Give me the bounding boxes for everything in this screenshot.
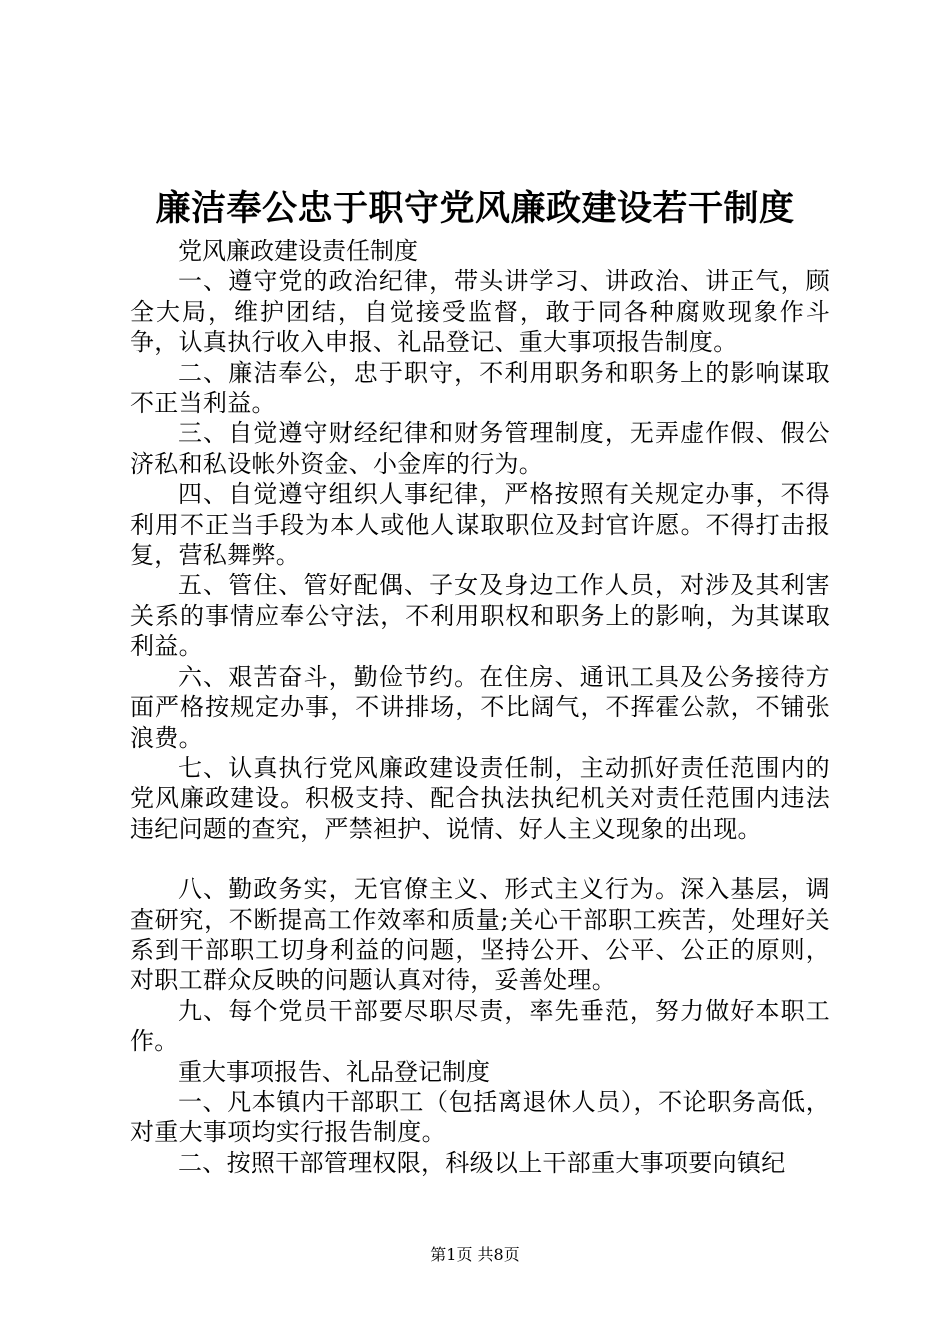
page-number: 第1页 共8页 xyxy=(430,1245,520,1264)
paragraph-rule-7: 七、认真执行党风廉政建设责任制，主动抓好责任范围内的党风廉政建设。积极支持、配合执法执纪机关对责任范围内违法违纪问题的查究，严禁袒护、说情、好人主义现象的出现。 xyxy=(130,753,830,843)
section-heading-responsibility: 党风廉政建设责任制度 xyxy=(178,237,418,265)
paragraph-rule-9: 九、每个党员干部要尽职尽责，率先垂范，努力做好本职工作。 xyxy=(130,996,830,1056)
document-title: 廉洁奉公忠于职守党风廉政建设若干制度 xyxy=(155,188,795,229)
paragraph-rule-1: 一、遵守党的政治纪律，带头讲学习、讲政治、讲正气，顾全大局，维护团结，自觉接受监督，敢于同各种腐败现象作斗争，认真执行收入申报、礼品登记、重大事项报告制度。 xyxy=(130,267,830,357)
paragraph-rule-3: 三、自觉遵守财经纪律和财务管理制度，无弄虚作假、假公济私和私设帐外资金、小金库的行为。 xyxy=(130,419,830,478)
paragraph-rule-6: 六、艰苦奋斗，勤俭节约。在住房、通讯工具及公务接待方面严格按规定办事，不讲排场，不比阔气，不挥霍公款，不铺张浪费。 xyxy=(130,662,830,752)
paragraph-gap xyxy=(130,844,830,874)
paragraph-report-2: 二、按照干部管理权限，科级以上干部重大事项要向镇纪 xyxy=(178,1148,786,1177)
paragraph-rule-2: 二、廉洁奉公，忠于职守，不利用职务和职务上的影响谋取不正当利益。 xyxy=(130,358,830,418)
paragraph-rule-5: 五、管住、管好配偶、子女及身边工作人员，对涉及其利害关系的事情应奉公守法，不利用职权和职务上的影响，为其谋取利益。 xyxy=(130,571,830,661)
paragraph-rule-4: 四、自觉遵守组织人事纪律，严格按照有关规定办事，不得利用不正当手段为本人或他人谋取职位及封官许愿。不得打击报复，营私舞弊。 xyxy=(130,480,830,570)
document-body xyxy=(130,236,830,1178)
paragraph-rule-8: 八、勤政务实，无官僚主义、形式主义行为。深入基层，调查研究，不断提高工作效率和质量;关心干部职工疾苦，处理好关系到干部职工切身利益的问题，坚持公开、公平、公正的原则，对职工群众反映的问题认真对待，妥善处理。 xyxy=(130,875,830,995)
section-heading-reporting: 重大事项报告、礼品登记制度 xyxy=(178,1057,490,1086)
paragraph-report-1: 一、凡本镇内干部职工（包括离退休人员），不论职务高低，对重大事项均实行报告制度。 xyxy=(130,1087,830,1147)
